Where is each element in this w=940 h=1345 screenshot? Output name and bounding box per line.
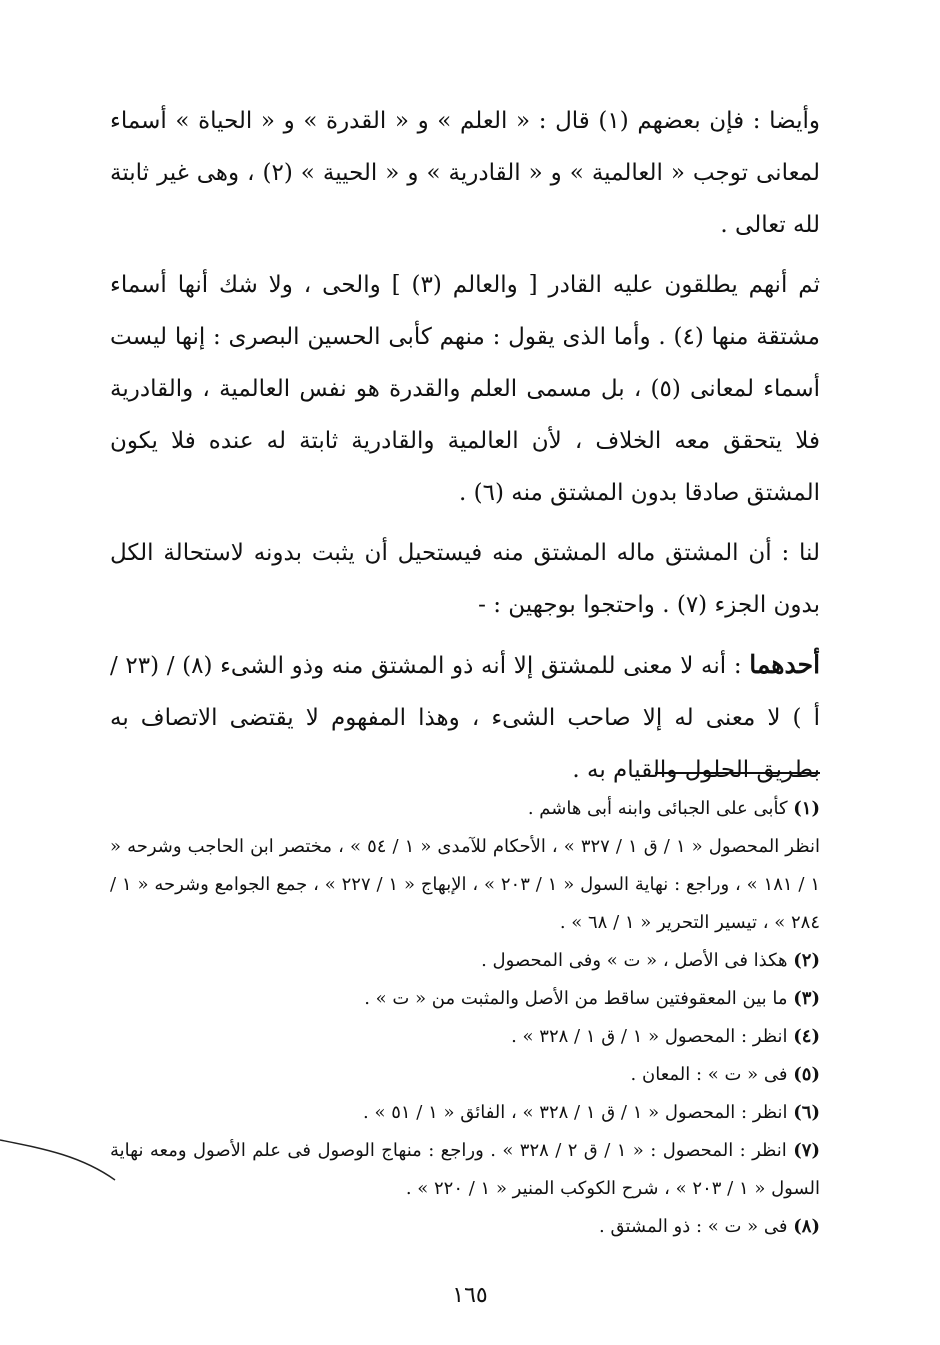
footnote-text: انظر : المحصول : « ١ / ق ٢ / ٣٢٨ » . وراجع : منهاج الوصول فى علم الأصول ومعه نهاية السول « ١ / ٢٠٣ » ، شرح الكوكب المنير « ١ / ٢٢٠ » .	[110, 1140, 820, 1199]
footnote-text: انظر المحصول « ١ / ق ١ / ٣٢٧ » ، الأحكام للآمدى « ١ / ٥٤ » ، مختصر ابن الحاجب وشرحه « ١ / ١٨١ » ، وراجع : نهاية السول « ١ / ٢٠٣ » ، الإبهاج « ١ / ٢٢٧ » ، جمع الجوامع وشرحه « ١ / ٢٨٤ » ، تيسير التحرير « ١ / ٦٨ » .	[110, 836, 821, 933]
footnote	[110, 828, 820, 942]
paragraph: وأيضا : فإن بعضهم (١) قال : « العلم » و « القدرة » و « الحياة » أسماء لمعانى توجب « العالمية » و « القادرية » و « الحيية » (٢) ، وهى غير ثابتة لله تعالى .	[110, 108, 821, 238]
footnotes	[110, 790, 820, 1246]
footnote-number: (٤)	[793, 1026, 820, 1047]
footnote-number: (٥)	[793, 1064, 820, 1085]
footnote-separator	[655, 772, 820, 774]
main-text	[110, 95, 820, 796]
footnote-number: (١)	[793, 798, 820, 819]
paragraph-text: : أنه لا معنى للمشتق إلا أنه ذو المشتق منه وذو الشىء (٨) / (٢٣ / أ ) لا معنى له إلا صاحب الشىء ، وهذا المفهوم لا يقتضى الاتصاف به بطريق الحلول والقيام به .	[110, 653, 820, 783]
page-number: ١٦٥	[452, 1283, 488, 1308]
footnote-number: (٣)	[793, 988, 820, 1009]
footnote	[110, 980, 820, 1018]
footnote	[110, 1056, 820, 1094]
footnote-text: هكذا فى الأصل ، « ت » وفى المحصول .	[481, 950, 788, 971]
footnote	[110, 1094, 820, 1132]
footnote-number: (٨)	[793, 1216, 820, 1237]
pen-mark	[0, 1130, 160, 1190]
footnote-text: كأبى على الجبائى وابنه أبى هاشم .	[527, 798, 788, 819]
footnote	[110, 790, 820, 828]
footnote	[110, 1018, 820, 1056]
footnote-text: انظر : المحصول « ١ / ق ١ / ٣٢٨ » .	[511, 1026, 788, 1047]
footnote	[110, 942, 820, 980]
footnote-text: فى « ت » : المعان .	[630, 1064, 788, 1085]
footnote-text: ما بين المعقوفتين ساقط من الأصل والمثبت من « ت » .	[364, 988, 788, 1009]
footnote-text: فى « ت » : ذو المشتق .	[599, 1216, 788, 1237]
footnote-number: (٦)	[793, 1102, 820, 1123]
paragraph: ثم أنهم يطلقون عليه القادر [ والعالم (٣) ] والحى ، ولا شك أنها أسماء مشتقة منها (٤) . وأما الذى يقول : منهم كأبى الحسين البصرى : إنها ليست أسماء لمعانى (٥) ، بل مسمى العلم والقدرة هو نفس العالمية ، والقادرية فلا يتحقق معه الخلاف ، لأن العالمية والقادرية ثابتة له عنده فلا يكون المشتق صادقا بدون المشتق منه (٦) .	[110, 272, 821, 506]
paragraph: لنا : أن المشتق ماله المشتق منه فيستحيل أن يثبت بدونه لاستحالة الكل بدون الجزء (٧) . واحتجوا بوجهين : -	[110, 540, 820, 618]
footnote-number: (٧)	[793, 1140, 820, 1161]
footnote-number: (٢)	[793, 950, 820, 971]
paragraph-lead-word: أحدهما	[749, 650, 821, 679]
footnote-text: انظر : المحصول « ١ / ق ١ / ٣٢٨ » ، الفائق « ١ / ٥١ » .	[363, 1102, 788, 1123]
footnote	[110, 1132, 820, 1208]
footnote	[110, 1208, 820, 1246]
